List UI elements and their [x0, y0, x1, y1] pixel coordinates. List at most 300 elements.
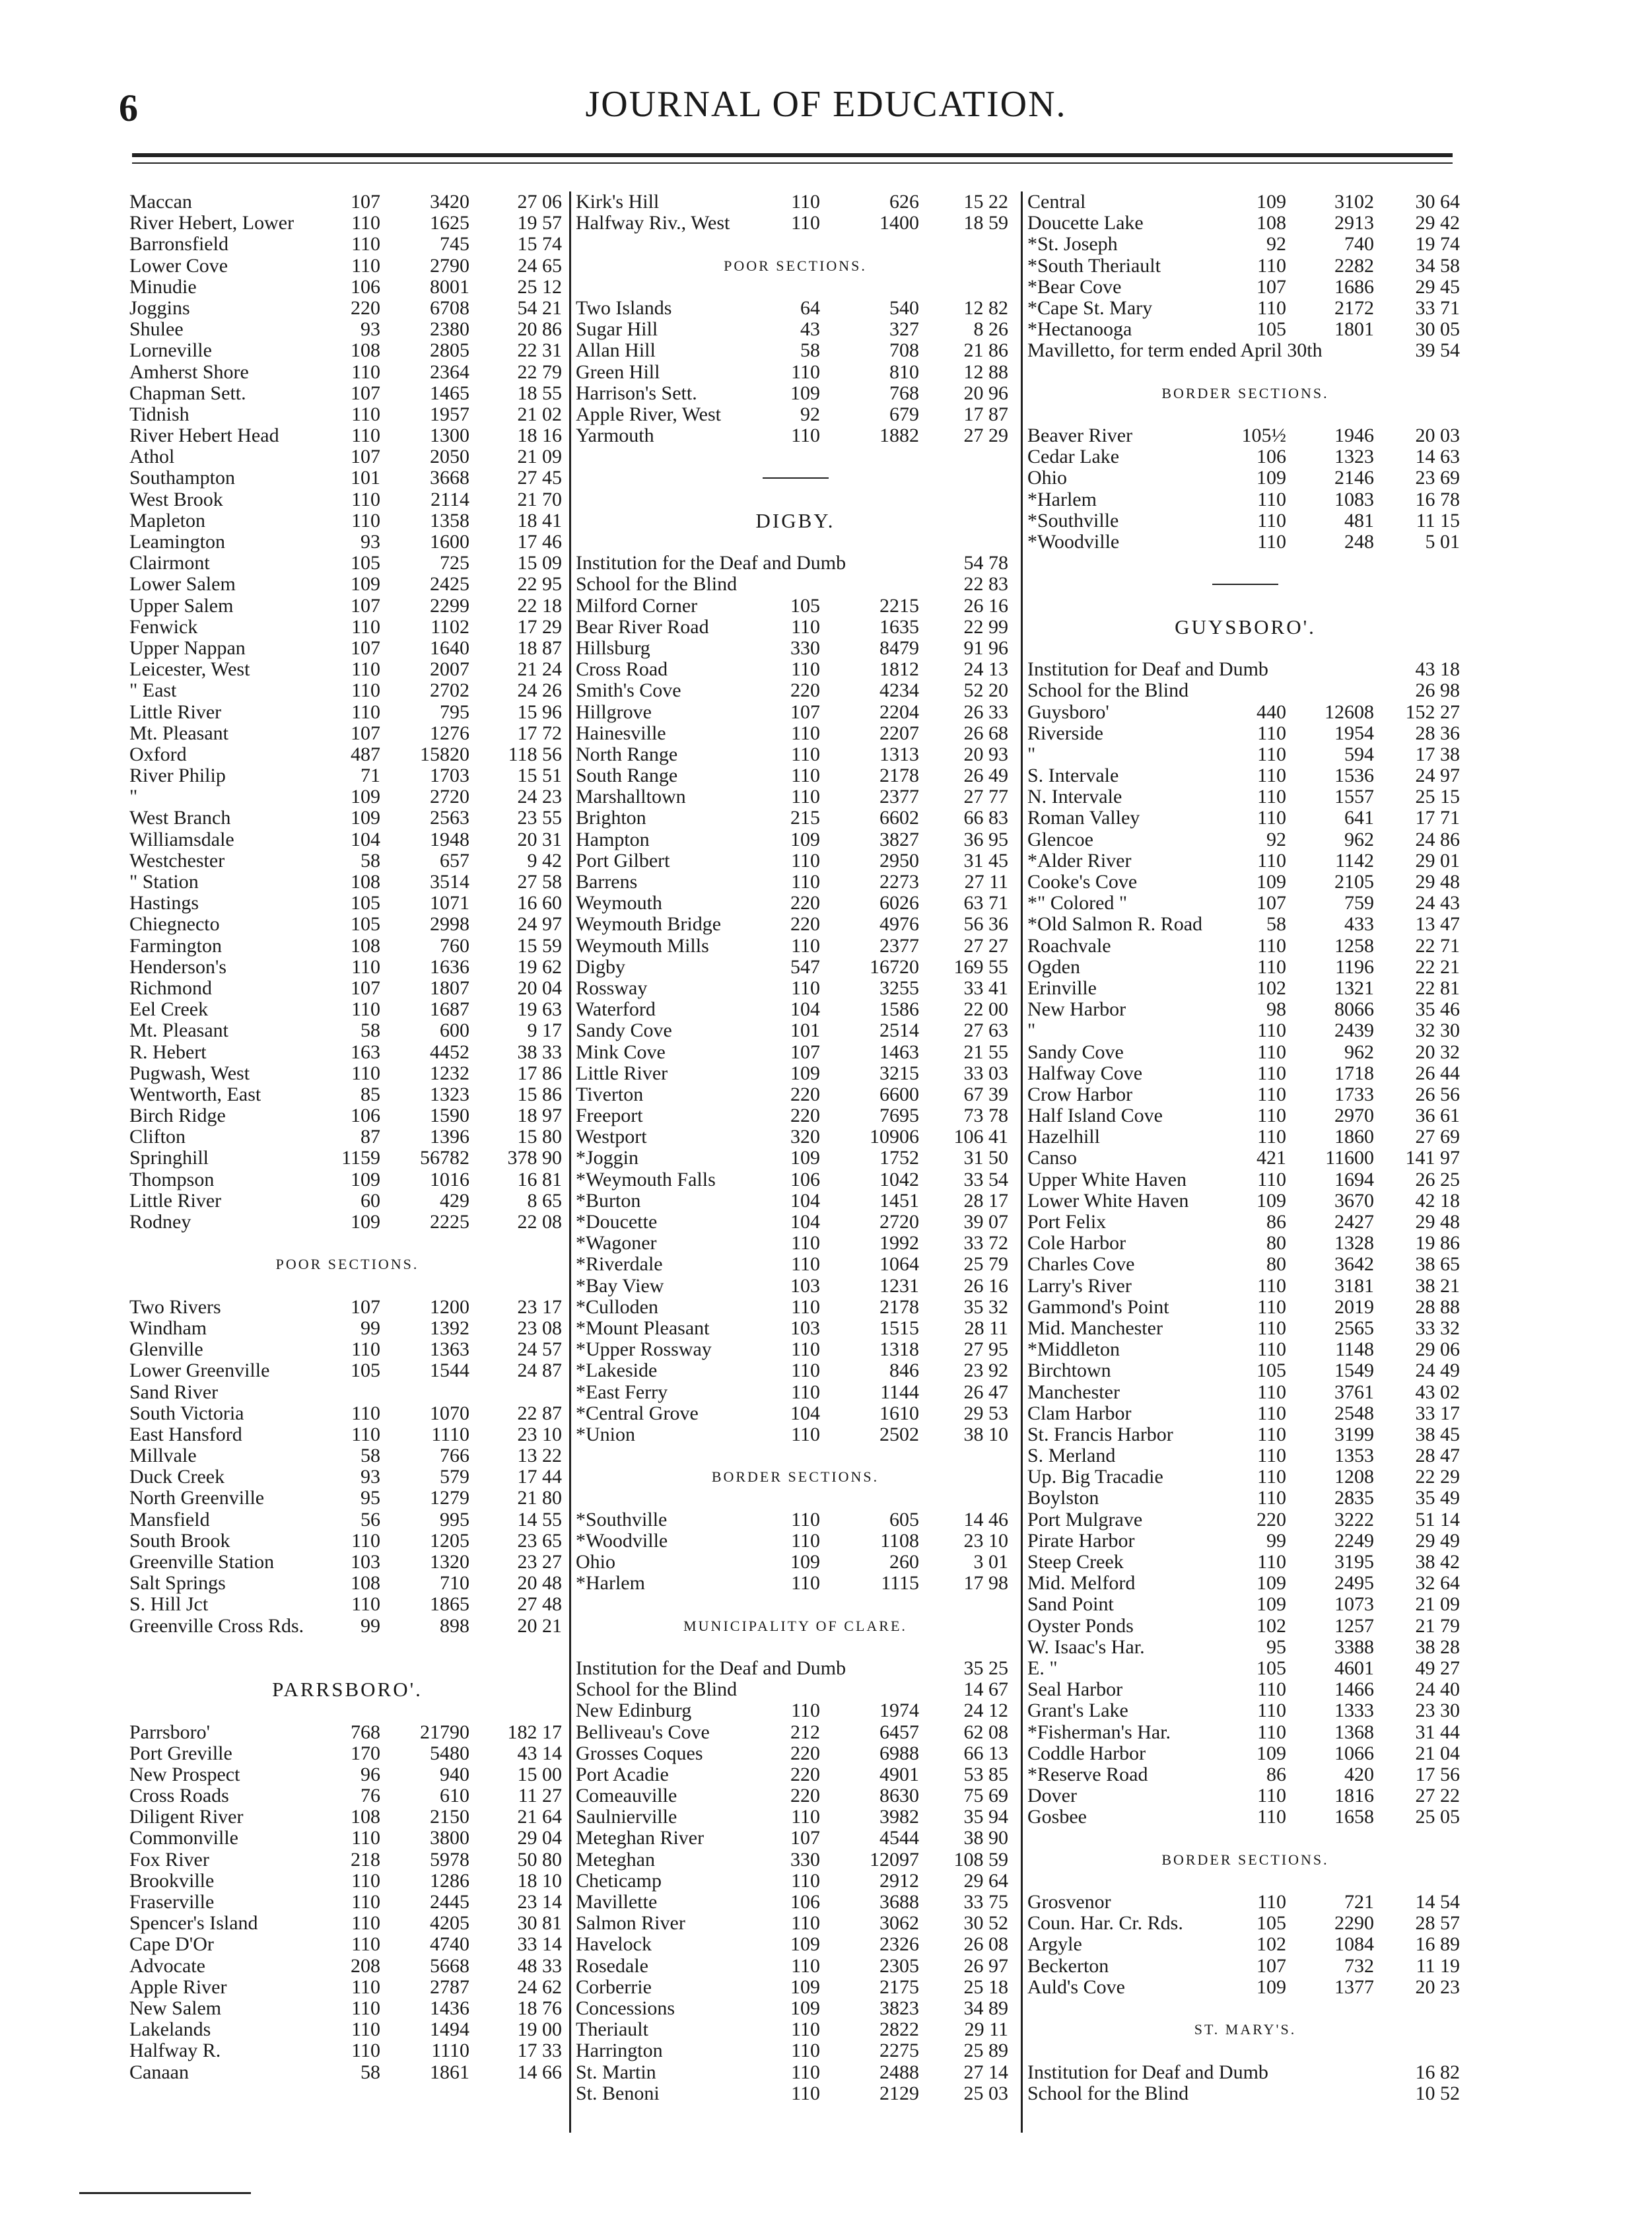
grant-value: 19 62 — [517, 955, 562, 978]
table-row — [1027, 680, 1463, 701]
table-row — [576, 1828, 1015, 1849]
spacer — [1027, 553, 1463, 574]
attendance-value: 846 — [889, 1359, 919, 1382]
section-name: Gosbee — [1027, 1806, 1087, 1828]
days-value: 110 — [791, 1338, 820, 1361]
grant-value: 16 78 — [1415, 488, 1460, 510]
grant-value: 21 04 — [1415, 1742, 1460, 1764]
table-row — [576, 1318, 1015, 1339]
days-value: 110 — [1257, 1423, 1286, 1445]
section-name: Pugwash, West — [129, 1062, 250, 1084]
days-value: 105 — [351, 892, 380, 914]
grant-value: 106 41 — [953, 1126, 1008, 1148]
section-name: School for the Blind — [1027, 679, 1189, 702]
grant-value: 32 30 — [1415, 1019, 1460, 1042]
section-name: Milford Corner — [576, 594, 698, 617]
days-value: 110 — [791, 1253, 820, 1276]
section-name: Spencer's Island — [129, 1912, 258, 1935]
section-heading — [1027, 383, 1463, 404]
days-value: 110 — [351, 658, 380, 681]
attendance-value: 1703 — [430, 765, 469, 787]
short-rule — [1212, 584, 1278, 585]
table-row — [1027, 659, 1463, 680]
days-value: 104 — [790, 1211, 820, 1233]
attendance-value: 2970 — [1334, 1105, 1374, 1127]
attendance-value: 1196 — [1335, 955, 1374, 978]
attendance-value: 745 — [440, 233, 469, 256]
table-row — [1027, 340, 1463, 361]
grant-value: 24 40 — [1415, 1678, 1460, 1701]
attendance-value: 2172 — [1334, 296, 1374, 319]
table-row — [576, 638, 1015, 659]
attendance-value: 1377 — [1334, 1976, 1374, 1998]
table-row — [576, 723, 1015, 744]
attendance-value: 12097 — [870, 1848, 919, 1871]
days-value: 107 — [790, 1827, 820, 1849]
section-name: Little River — [129, 701, 222, 723]
days-value: 103 — [351, 1551, 380, 1573]
table-row — [129, 723, 565, 744]
county-heading-text: PARRSBORO'. — [272, 1678, 423, 1702]
section-name: River Hebert, Lower — [129, 212, 294, 234]
grant-value: 33 72 — [963, 1232, 1008, 1255]
section-name: Mapleton — [129, 509, 205, 532]
section-name: Institution for Deaf and Dumb — [1027, 658, 1268, 681]
attendance-value: 3668 — [430, 467, 469, 489]
attendance-value: 1816 — [1334, 1785, 1374, 1807]
days-value: 110 — [1257, 722, 1286, 744]
section-name: Meteghan — [576, 1848, 655, 1871]
days-value: 110 — [791, 615, 820, 638]
attendance-value: 1807 — [430, 977, 469, 999]
section-name: Lower Cove — [129, 254, 228, 277]
grant-value: 35 32 — [963, 1295, 1008, 1318]
table-row — [129, 1913, 565, 1934]
attendance-value: 3181 — [1334, 1274, 1374, 1297]
attendance-value: 1279 — [430, 1487, 469, 1509]
attendance-value: 1115 — [881, 1572, 919, 1595]
spacer — [129, 1276, 565, 1297]
days-value: 110 — [1257, 1487, 1286, 1509]
section-name: Sandy Cove — [576, 1019, 672, 1042]
attendance-value: 1974 — [879, 1700, 919, 1722]
grant-value: 54 78 — [963, 552, 1008, 574]
section-name: Rosedale — [576, 1954, 648, 1977]
days-value: 107 — [351, 191, 380, 213]
attendance-value: 2565 — [1334, 1317, 1374, 1339]
section-name: Grant's Lake — [1027, 1700, 1128, 1722]
table-row — [576, 298, 1015, 319]
table-row — [1027, 319, 1463, 340]
grant-value: 18 97 — [517, 1105, 562, 1127]
table-row — [576, 744, 1015, 765]
table-row — [1027, 2062, 1463, 2083]
table-row — [1027, 1403, 1463, 1424]
days-value: 1159 — [341, 1147, 380, 1169]
attendance-value: 1231 — [879, 1274, 919, 1297]
table-row — [129, 213, 565, 234]
table-row — [129, 1849, 565, 1871]
section-name: Southampton — [129, 467, 236, 489]
attendance-value: 1110 — [431, 1423, 469, 1445]
grant-value: 28 36 — [1415, 722, 1460, 744]
table-row — [1027, 532, 1463, 553]
section-name: East Hansford — [129, 1423, 242, 1445]
attendance-value: 1276 — [430, 722, 469, 744]
section-name: Guysboro' — [1027, 701, 1109, 723]
table-row — [576, 1020, 1015, 1041]
days-value: 110 — [791, 743, 820, 765]
attendance-value: 1083 — [1334, 488, 1374, 510]
section-name: Marshalltown — [576, 786, 686, 808]
grant-value: 23 92 — [963, 1359, 1008, 1382]
attendance-value: 1436 — [430, 1997, 469, 2019]
table-row — [129, 1977, 565, 1998]
attendance-value: 768 — [889, 382, 919, 404]
table-row — [129, 957, 565, 978]
column-divider-1 — [569, 191, 571, 2133]
days-value: 110 — [1257, 296, 1286, 319]
section-name: Theriault — [576, 2018, 648, 2041]
table-row — [129, 596, 565, 617]
days-value: 64 — [800, 296, 820, 319]
grant-value: 26 16 — [963, 594, 1008, 617]
section-name: Upper Nappan — [129, 636, 246, 659]
attendance-value: 1016 — [430, 1168, 469, 1190]
grant-value: 18 87 — [517, 636, 562, 659]
days-value: 108 — [351, 871, 380, 893]
table-row — [1027, 702, 1463, 723]
section-name: Greenville Station — [129, 1551, 275, 1573]
table-row — [1027, 829, 1463, 850]
attendance-value: 1148 — [1335, 1338, 1374, 1361]
days-value: 110 — [351, 1976, 380, 1998]
days-value: 110 — [351, 233, 380, 256]
grant-value: 23 69 — [1415, 467, 1460, 489]
attendance-value: 962 — [1344, 828, 1374, 850]
table-row — [576, 1382, 1015, 1403]
table-row — [129, 786, 565, 808]
table-row — [129, 510, 565, 532]
section-name: Institution for Deaf and Dumb — [1027, 2061, 1268, 2083]
attendance-value: 6602 — [879, 807, 919, 829]
grant-value: 18 59 — [963, 212, 1008, 234]
days-value: 110 — [791, 1295, 820, 1318]
days-value: 110 — [351, 2040, 380, 2062]
attendance-value: 2835 — [1334, 1487, 1374, 1509]
attendance-value: 1948 — [430, 828, 469, 850]
attendance-value: 327 — [889, 318, 919, 341]
attendance-value: 6600 — [879, 1083, 919, 1105]
days-value: 220 — [790, 1785, 820, 1807]
days-value: 106 — [790, 1891, 820, 1913]
table-row — [129, 872, 565, 893]
section-name: Apple River — [129, 1976, 227, 1998]
days-value: 110 — [791, 1912, 820, 1935]
table-row — [576, 319, 1015, 340]
days-value: 110 — [791, 2061, 820, 2083]
days-value: 109 — [790, 1933, 820, 1956]
days-value: 71 — [361, 765, 380, 787]
section-name: Yarmouth — [576, 425, 654, 447]
days-value: 107 — [351, 382, 380, 404]
section-name: Gammond's Point — [1027, 1295, 1169, 1318]
attendance-value: 1396 — [430, 1126, 469, 1148]
days-value: 110 — [791, 786, 820, 808]
days-value: 109 — [351, 1168, 380, 1190]
grant-value: 33 32 — [1415, 1317, 1460, 1339]
grant-value: 25 89 — [963, 2040, 1008, 2062]
days-value: 110 — [1257, 1105, 1286, 1127]
grant-value: 43 02 — [1415, 1381, 1460, 1403]
days-value: 110 — [1257, 1317, 1286, 1339]
table-row — [576, 2083, 1015, 2104]
grant-value: 91 96 — [963, 636, 1008, 659]
table-row — [576, 213, 1015, 234]
days-value: 220 — [1256, 1508, 1286, 1530]
grant-value: 14 54 — [1415, 1891, 1460, 1913]
section-heading-text: BORDER SECTIONS. — [1161, 384, 1329, 401]
attendance-value: 248 — [1344, 531, 1374, 553]
table-row — [576, 872, 1015, 893]
table-row — [129, 1020, 565, 1041]
grant-value: 23 17 — [517, 1295, 562, 1318]
table-row — [1027, 744, 1463, 765]
grant-value: 66 13 — [963, 1742, 1008, 1764]
grant-value: 33 14 — [517, 1933, 562, 1956]
section-heading — [1027, 2019, 1463, 2040]
section-name: N. Intervale — [1027, 786, 1122, 808]
grant-value: 17 72 — [517, 722, 562, 744]
days-value: 215 — [790, 807, 820, 829]
attendance-value: 1108 — [880, 1529, 919, 1552]
grant-value: 25 15 — [1415, 786, 1460, 808]
grant-value: 152 27 — [1405, 701, 1460, 723]
grant-value: 378 90 — [507, 1147, 562, 1169]
days-value: 110 — [1257, 765, 1286, 787]
days-value: 110 — [1257, 254, 1286, 277]
section-name: South Brook — [129, 1529, 230, 1552]
section-name: Fox River — [129, 1848, 209, 1871]
table-row — [1027, 1212, 1463, 1233]
section-name: Grosses Coques — [576, 1742, 703, 1764]
days-value: 105½ — [1241, 425, 1286, 447]
attendance-value: 1625 — [430, 212, 469, 234]
grant-value: 66 83 — [963, 807, 1008, 829]
section-name: Farmington — [129, 934, 222, 957]
attendance-value: 1142 — [1335, 849, 1374, 872]
days-value: 106 — [351, 275, 380, 298]
days-value: 103 — [790, 1317, 820, 1339]
grant-value: 49 27 — [1415, 1657, 1460, 1679]
days-value: 547 — [790, 955, 820, 978]
grant-value: 26 56 — [1415, 1083, 1460, 1105]
grant-value: 18 55 — [517, 382, 562, 404]
attendance-value: 3062 — [879, 1912, 919, 1935]
grant-value: 14 63 — [1415, 446, 1460, 468]
attendance-value: 2439 — [1334, 1019, 1374, 1042]
table-row — [1027, 425, 1463, 446]
attendance-value: 4544 — [879, 1827, 919, 1849]
table-row — [129, 1998, 565, 2019]
grant-value: 18 76 — [517, 1997, 562, 2019]
attendance-value: 1687 — [430, 998, 469, 1021]
table-row — [576, 1297, 1015, 1318]
section-name: Advocate — [129, 1954, 205, 1977]
section-heading-text: BORDER SECTIONS. — [711, 1468, 879, 1486]
days-value: 110 — [791, 1232, 820, 1255]
table-row — [1027, 2083, 1463, 2104]
days-value: 103 — [790, 1274, 820, 1297]
table-row — [576, 596, 1015, 617]
section-name: *Riverdale — [576, 1253, 663, 1276]
attendance-value: 1205 — [430, 1529, 469, 1552]
spacer — [129, 1700, 565, 1721]
days-value: 109 — [1256, 1742, 1286, 1764]
grant-value: 38 33 — [517, 1041, 562, 1063]
section-name: Lower White Haven — [1027, 1189, 1189, 1212]
grant-value: 8 26 — [973, 318, 1008, 341]
table-row — [1027, 1063, 1463, 1084]
days-value: 320 — [790, 1126, 820, 1148]
attendance-value: 420 — [1344, 1763, 1374, 1785]
table-row — [1027, 850, 1463, 872]
grant-value: 31 50 — [963, 1147, 1008, 1169]
section-name: Lakelands — [129, 2018, 211, 2041]
table-row — [129, 1126, 565, 1148]
grant-value: 24 57 — [517, 1338, 562, 1361]
days-value: 99 — [361, 1614, 380, 1637]
days-value: 110 — [1257, 786, 1286, 808]
spacer — [576, 1594, 1015, 1615]
attendance-value: 1515 — [879, 1317, 919, 1339]
table-row — [576, 1063, 1015, 1084]
days-value: 170 — [351, 1742, 380, 1764]
attendance-value: 1144 — [880, 1381, 919, 1403]
grant-value: 23 10 — [517, 1423, 562, 1445]
days-value: 110 — [791, 977, 820, 999]
attendance-value: 2950 — [879, 849, 919, 872]
grant-value: 26 49 — [963, 765, 1008, 787]
grant-value: 24 49 — [1415, 1359, 1460, 1382]
table-row — [129, 1573, 565, 1594]
days-value: 108 — [351, 1572, 380, 1595]
days-value: 109 — [1256, 871, 1286, 893]
grant-value: 9 17 — [527, 1019, 562, 1042]
grant-value: 36 61 — [1415, 1105, 1460, 1127]
section-name: Beaver River — [1027, 425, 1133, 447]
attendance-value: 1865 — [430, 1593, 469, 1616]
grant-value: 26 68 — [963, 722, 1008, 744]
attendance-value: 1300 — [430, 425, 469, 447]
grant-value: 20 86 — [517, 318, 562, 341]
table-row — [576, 2062, 1015, 2083]
days-value: 220 — [790, 1763, 820, 1785]
attendance-value: 657 — [440, 849, 469, 872]
table-row — [129, 362, 565, 383]
table-row — [576, 1956, 1015, 1977]
section-name: Minudie — [129, 275, 197, 298]
attendance-value: 3982 — [879, 1806, 919, 1828]
grant-value: 25 79 — [963, 1253, 1008, 1276]
table-row — [576, 765, 1015, 786]
column-divider-2 — [1021, 191, 1023, 2133]
grant-value: 15 59 — [517, 934, 562, 957]
grant-value: 22 95 — [517, 573, 562, 596]
section-name: Thompson — [129, 1168, 215, 1190]
table-row — [129, 277, 565, 298]
attendance-value: 2787 — [430, 1976, 469, 1998]
days-value: 109 — [351, 807, 380, 829]
table-row — [576, 1934, 1015, 1955]
section-name: Freeport — [576, 1105, 643, 1127]
table-row — [576, 1849, 1015, 1871]
grant-value: 17 87 — [963, 403, 1008, 425]
days-value: 110 — [1257, 743, 1286, 765]
days-value: 109 — [790, 1062, 820, 1084]
section-name: School for the Blind — [576, 1678, 738, 1701]
grant-value: 21 64 — [517, 1806, 562, 1828]
table-row — [576, 1126, 1015, 1148]
attendance-value: 1358 — [430, 509, 469, 532]
attendance-value: 1861 — [430, 2061, 469, 2083]
table-row — [1027, 1042, 1463, 1063]
grant-value: 63 71 — [963, 892, 1008, 914]
grant-value: 23 08 — [517, 1317, 562, 1339]
section-name: Havelock — [576, 1933, 652, 1956]
attendance-value: 1635 — [879, 615, 919, 638]
grant-value: 15 96 — [517, 701, 562, 723]
table-row — [576, 808, 1015, 829]
days-value: 80 — [1266, 1253, 1286, 1276]
attendance-value: 759 — [1344, 892, 1374, 914]
attendance-value: 605 — [889, 1508, 919, 1530]
days-value: 110 — [1257, 1062, 1286, 1084]
grant-value: 22 81 — [1415, 977, 1460, 999]
days-value: 110 — [351, 361, 380, 383]
grant-value: 17 33 — [517, 2040, 562, 2062]
table-row — [129, 1084, 565, 1105]
section-name: W. Isaac's Har. — [1027, 1635, 1145, 1658]
days-value: 220 — [790, 892, 820, 914]
section-heading — [129, 1254, 565, 1275]
section-name: Coun. Har. Cr. Rds. — [1027, 1912, 1183, 1935]
days-value: 110 — [791, 722, 820, 744]
section-name: Hastings — [129, 892, 199, 914]
attendance-value: 1590 — [430, 1105, 469, 1127]
table-row — [1027, 808, 1463, 829]
days-value: 101 — [351, 467, 380, 489]
attendance-value: 1860 — [1334, 1126, 1374, 1148]
days-value: 107 — [1256, 892, 1286, 914]
grant-value: 23 30 — [1415, 1700, 1460, 1722]
section-name: Mt. Pleasant — [129, 722, 228, 744]
section-name: Cross Road — [576, 658, 668, 681]
table-row — [129, 1424, 565, 1445]
attendance-value: 2007 — [430, 658, 469, 681]
table-row — [576, 1042, 1015, 1063]
attendance-value: 995 — [440, 1508, 469, 1530]
grant-value: 20 31 — [517, 828, 562, 850]
attendance-value: 1686 — [1334, 275, 1374, 298]
grant-value: 28 88 — [1415, 1295, 1460, 1318]
days-value: 109 — [351, 1211, 380, 1233]
attendance-value: 2150 — [430, 1806, 469, 1828]
table-row — [129, 1212, 565, 1233]
grant-value: 24 23 — [517, 786, 562, 808]
days-value: 107 — [351, 722, 380, 744]
attendance-value: 12608 — [1325, 701, 1374, 723]
